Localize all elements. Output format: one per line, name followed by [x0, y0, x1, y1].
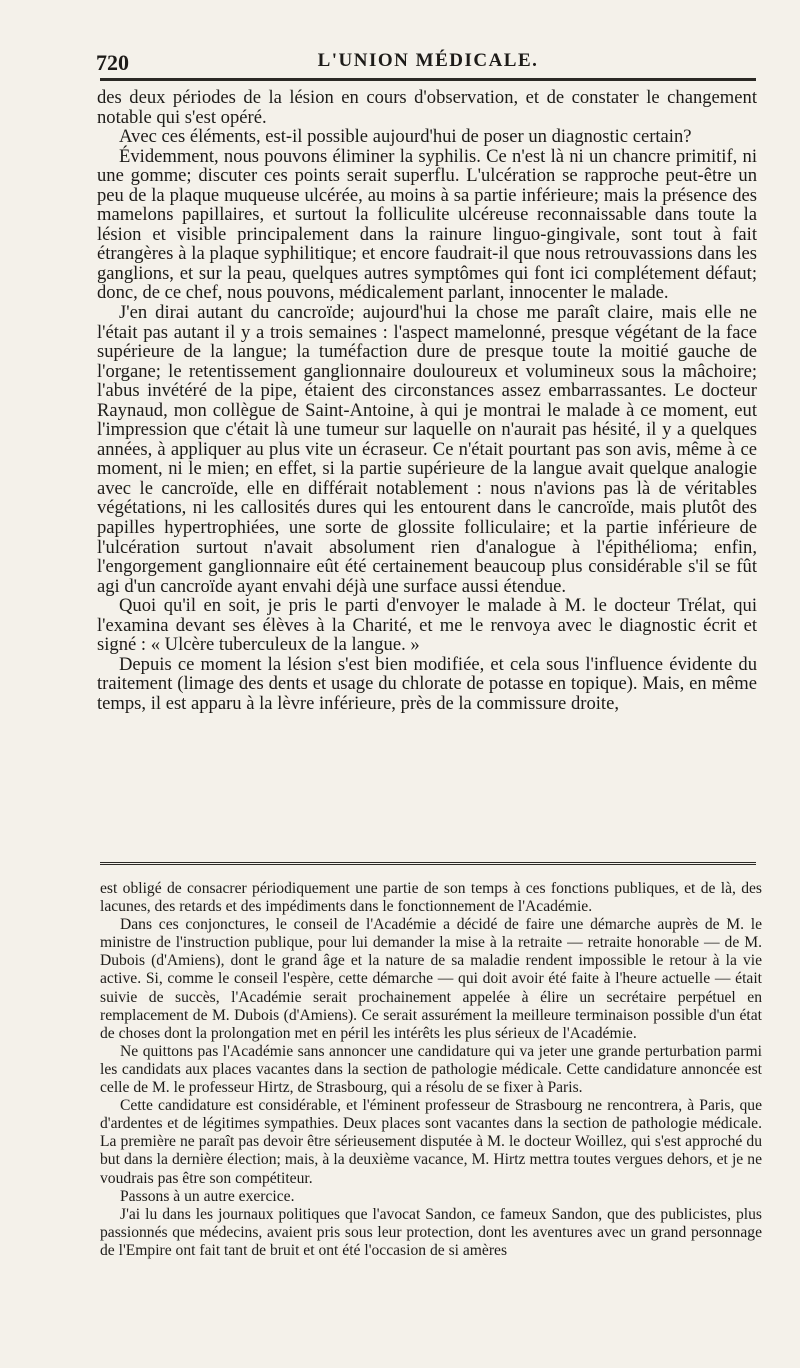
feuilleton-paragraph: Passons à un autre exercice.	[120, 1187, 295, 1205]
feuilleton-text	[100, 880, 762, 1260]
main-paragraph: Depuis ce moment la lésion s'est bien modifiée, et cela sous l'influence évidente du traitement (limage des dents et usage du chlorate de potasse en topique). Mais, en même temps, il est apparu à la lèvre inférieure, près de la commissure droite,	[97, 653, 757, 714]
feuilleton-paragraph: est obligé de consacrer périodiquement une partie de son temps à ces fonctions publiques, et de là, des lacunes, des retards et des impédiments dans le fonctionnement de l'Académie.	[100, 880, 762, 916]
feuilleton-paragraph: Ne quittons pas l'Académie sans annoncer une candidature qui va jeter une grande perturbation parmi les candidats aux places vacantes dans la section de pathologie médicale. Cette candidature annoncée est celle de M. le professeur Hirtz, de Strasbourg, qui a résolu de se fixer à Paris.	[100, 1042, 762, 1097]
main-paragraph: Quoi qu'il en soit, je pris le parti d'envoyer le malade à M. le docteur Trélat, qui l'examina devant ses élèves à la Charité, et me le renvoya avec le diagnostic écrit et signé : « Ulcère tuberculeux de la langue. »	[97, 595, 757, 656]
feuilleton-paragraph: J'ai lu dans les journaux politiques que l'avocat Sandon, ce fameux Sandon, que des publicistes, plus passionnés que médecins, avaient pris sous leur protection, dont les aventures avec un grand personnage de l'Empire ont fait tant de bruit et ont été l'occasion de si amères	[100, 1205, 762, 1259]
main-paragraph: Évidemment, nous pouvons éliminer la syphilis. Ce n'est là ni un chancre primitif, ni une gomme; discuter ces points serait superflu. L'ulcération se rapproche peut-être un peu de la plaque muqueuse ulcérée, au moins à sa partie inférieure; mais la présence des mamelons papillaires, et surtout la folliculite ulcéreuse reconnaissable dans toute la lésion et visible principalement dans la rainure linguo-gingivale, sont tout à fait étrangères à la plaque syphilitique; et encore faudrait-il que nous retrouvassions dans les ganglions, et sur la peau, quelques autres symptômes qui font ici complétement défaut; donc, de ce chef, nous pouvons, médicalement parlant, innocenter le malade.	[97, 145, 757, 304]
main-text	[97, 88, 757, 714]
main-paragraph: Avec ces éléments, est-il possible aujourd'hui de poser un diagnostic certain?	[119, 126, 692, 148]
feuilleton-rule	[100, 862, 756, 865]
feuilleton-paragraph: Dans ces conjonctures, le conseil de l'Académie a décidé de faire une démarche auprès de M. le ministre de l'instruction publique, pour lui demander la mise à la retraite — retraite honorable — de M. Dubois (d'Amiens), dont le grand âge et la nature de sa maladie rendent impossible le retour à la vie active. Si, comme le conseil l'espère, cette démarche — qui doit avoir été faite à l'heure actuelle — était suivie de succès, l'Académie serait prochainement appelée à élire un secrétaire perpétuel en remplacement de M. Dubois (d'Amiens). Ce serait assurément la meilleure terminaison possible d'un état de choses dont la prolongation met en péril les intérêts les plus sérieux de l'Académie.	[100, 916, 762, 1042]
header-rule	[100, 78, 756, 81]
page-number: 720	[96, 50, 129, 75]
main-paragraph: J'en dirai autant du cancroïde; aujourd'hui la chose me paraît claire, mais elle ne l'était pas autant il y a trois semaines : l'aspect mamelonné, presque végétant de la face supérieure de la langue; la tuméfaction dure de presque toute la moitié gauche de l'organe; le retentissement ganglionnaire douloureux et volumineux sous la mâchoire; l'abus invétéré de la pipe, étaient des circonstances assez embarrassantes. Le docteur Raynaud, mon collègue de Saint-Antoine, à qui je montrai le malade à ce moment, eut l'impression que c'était là une tumeur sur laquelle on n'aurait pas hésité, il y a quelques années, à appliquer au plus vite un écraseur. Ce n'était pourtant pas son avis, même à ce moment, ni le mien; en effet, si la partie supérieure de la langue avait quelque analogie avec le cancroïde, elle en différait notablement : nous n'avions pas là de véritables végétations, ni les callosités dures qui les entourent dans le cancroïde, mais plutôt des papilles hypertrophiées, une sorte de glossite folliculaire; et la partie inférieure de l'ulcération surtout n'avait absolument rien d'analogue à l'épithélioma; enfin, l'engorgement ganglionnaire eût été certainement beaucoup plus considérable s'il se fût agi d'un cancroïde ayant envahi déjà une surface aussi étendue.	[97, 302, 757, 597]
feuilleton-paragraph: Cette candidature est considérable, et l'éminent professeur de Strasbourg ne rencontrera, à Paris, que d'ardentes et de légitimes sympathies. Deux places sont vacantes dans la section de pathologie médicale. La première ne paraît pas devoir être sérieusement disputée à M. le docteur Woillez, qui s'est approché du but dans la dernière élection; mais, à la deuxième vacance, M. Hirtz mettra toutes vergues dehors, et je ne voudrais pas être son compétiteur.	[100, 1097, 762, 1187]
main-paragraph: des deux périodes de la lésion en cours d'observation, et de constater le changement notable qui s'est opéré.	[97, 87, 757, 128]
running-title: L'UNION MÉDICALE.	[317, 50, 539, 71]
page-header	[96, 40, 760, 76]
